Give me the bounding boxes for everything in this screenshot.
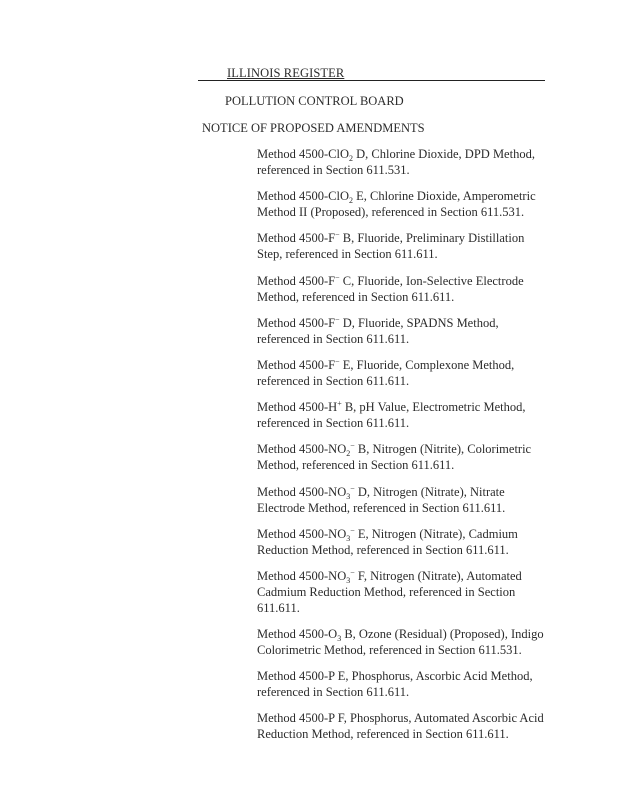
method-item: Method 4500-P F, Phosphorus, Automated Ascorbic Acid Reduction Method, referenced in Section 611.611.	[257, 711, 544, 742]
method-item: Method 4500-ClO$_2$ E, Chlorine Dioxide, Amperometric Method II (Proposed), referenced in Section 611.531.	[257, 189, 536, 220]
method-item: Method $4500-NO_3^-$ E, Nitrogen (Nitrate), Cadmium Reduction Method, referenced in Section 611.611.	[257, 525, 518, 557]
method-item: Method 4500-F− D, Fluoride, SPADNS Method, referenced in Section 611.611.	[257, 314, 499, 346]
method-item: Method $4500-O_3$ B, Ozone (Residual) (Proposed), Indigo Colorimetric Method, referenced in Section 611.531.	[257, 627, 544, 658]
method-item: Method 4500-ClO$_2$ D, Chlorine Dioxide, DPD Method, referenced in Section 611.531.	[257, 147, 535, 177]
board-name: POLLUTION CONTROL BOARD	[225, 94, 404, 108]
notice-heading: NOTICE OF PROPOSED AMENDMENTS	[202, 121, 425, 135]
method-item: Method $4500-NO_3^-$ F, Nitrogen (Nitrate), Automated Cadmium Reduction Method, referenced in Section 611.611.	[257, 567, 522, 615]
method-item: Method $4500-NO_3^-$ D, Nitrogen (Nitrate), Nitrate Electrode Method, referenced in Section 611.611.	[257, 483, 506, 515]
method-item: Method 4500-F− E, Fluoride, Complexone Method, referenced in Section 611.611.	[257, 356, 515, 388]
method-item: Method 4500-F− C, Fluoride, Ion-Selective Electrode Method, referenced in Section 611.611.	[257, 272, 524, 304]
method-item: Method 4500-P E, Phosphorus, Ascorbic Acid Method, referenced in Section 611.611.	[257, 669, 533, 700]
method-item: Method $4500-NO_2^-$ B, Nitrogen (Nitrite), Colorimetric Method, referenced in Section 611.611.	[257, 441, 532, 473]
register-title: ILLINOIS REGISTER	[227, 66, 345, 80]
method-item: Method 4500-H+ B, pH Value, Electrometric Method, referenced in Section 611.611.	[257, 399, 526, 431]
method-item: Method 4500-F− B, Fluoride, Preliminary Distillation Step, referenced in Section 611.611.	[257, 230, 525, 262]
method-list	[257, 146, 547, 753]
header-rule	[198, 80, 545, 81]
